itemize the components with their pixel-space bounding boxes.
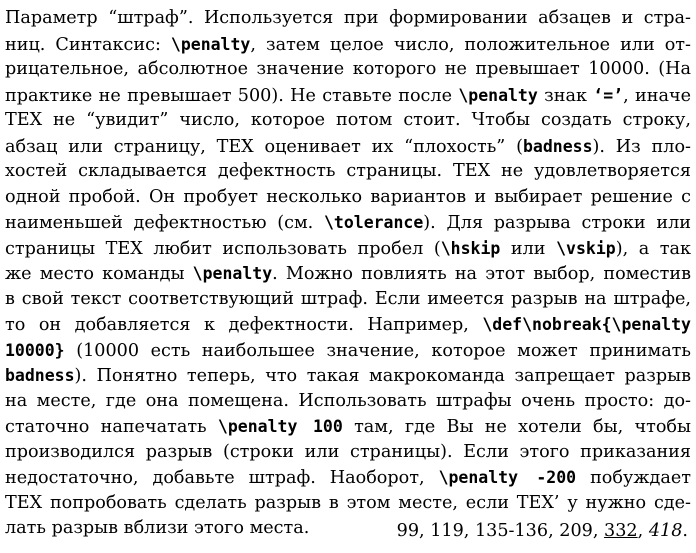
text-fragment: ). Из пло- [592,136,691,157]
text-fragment: знак [537,85,594,106]
text-line [5,185,691,211]
text-line [5,389,691,415]
text-fragment: на месте, где она помещена. Использовать штрафы очень просто: до- [5,390,691,411]
text-fragment: TEX попробовать сделать разрыв в этом месте, если TEX’ у нужно сде- [5,492,691,513]
code-fragment: 10000} [5,340,65,360]
text-fragment: же место команды [5,264,193,284]
code-fragment: badness [522,136,593,156]
text-line [5,491,691,517]
text-line [5,261,691,287]
text-fragment: , иначе [623,85,691,106]
text-fragment: ниц. Синтаксис: [5,34,171,55]
code-fragment: \penalty 100 [217,417,343,436]
ref-underlined: 332 [604,521,638,541]
text-line [5,465,691,491]
ref-sep: , [637,521,649,541]
text-fragment: страницы TEX любит использовать пробел ( [5,238,441,259]
text-line [5,287,691,313]
text-fragment: абзац или страницу, TEX оценивает их “плохость” ( [5,136,523,157]
text-line [5,312,691,338]
text-fragment: практике не превышает 500). Не ставьте после [5,85,459,106]
text-fragment: . Можно повлиять на этот выбор, поместив [272,264,691,284]
text-fragment: TEX не “увидит” число, которое потом стоит. Чтобы создать строку, [5,110,691,130]
text-fragment: (10000 есть наибольшее значение, которое может принимать [64,340,691,361]
code-fragment: \def\nobreak{\penalty [482,315,691,334]
text-fragment: рицательное, абсолютное значение которого не превышает 10000. (На [5,59,691,79]
text-line [5,108,691,134]
code-fragment: \vskip [556,238,616,258]
text-fragment: производился разрыв (строки или страницы). Если этого приказания [5,441,691,462]
text-line [5,440,691,466]
code-fragment: \penalty [192,264,273,283]
code-fragment: ‘=’ [593,85,624,105]
code-fragment: \penalty [170,34,251,54]
code-fragment: \tolerance [323,213,424,232]
text-line [5,159,691,185]
text-fragment: побуждает [576,468,691,488]
text-fragment: ). Понятно теперь, что такая макрокоманда запрещает разрыв [74,366,691,386]
text-fragment: там, где Вы не хотели бы, чтобы [342,417,691,437]
text-line [5,236,691,262]
text-fragment: хостей складывается дефектность страницы. TEX не удовлетворяется [5,161,691,181]
text-fragment: лать разрыв вблизи этого места. [5,518,310,538]
text-fragment: ). Для разрыва строки или [423,213,691,233]
ref-italic: 418 [648,521,683,541]
text-line [5,134,691,160]
text-fragment: ), а так [615,238,691,259]
code-fragment: \penalty -200 [438,468,577,487]
page-references [397,521,688,541]
text-line [5,6,691,32]
text-fragment: , затем целое число, положительное или от- [250,34,691,55]
document-body [5,6,691,542]
text-fragment: статочно напечатать [5,417,218,437]
text-fragment: недостаточно, добавьте штраф. Наоборот, [5,468,439,488]
text-fragment: или [500,238,557,259]
ref-plain: 99, 119, 135-136, 209, [396,521,605,541]
code-fragment: \hskip [440,238,501,258]
text-fragment: одной пробой. Он пробует несколько вариантов и выбирает решение с [5,186,691,207]
code-fragment: \penalty [458,85,538,105]
text-line [5,83,691,109]
text-line [5,363,691,389]
text-fragment: Параметр “штраф”. Используется при формировании абзацев и стра- [5,8,691,28]
text-fragment: наименьшей дефектностью (см. [5,213,324,233]
text-line [5,414,691,440]
text-line [5,32,691,58]
text-line [5,338,691,364]
text-line [5,210,691,236]
code-fragment: badness [5,366,75,385]
text-fragment: то он добавляется к дефектности. Например, [5,315,483,335]
ref-end: . [682,521,688,541]
text-fragment: в свой текст соответствующий штраф. Если имеется разрыв на штрафе, [5,288,691,309]
text-line [5,57,691,83]
